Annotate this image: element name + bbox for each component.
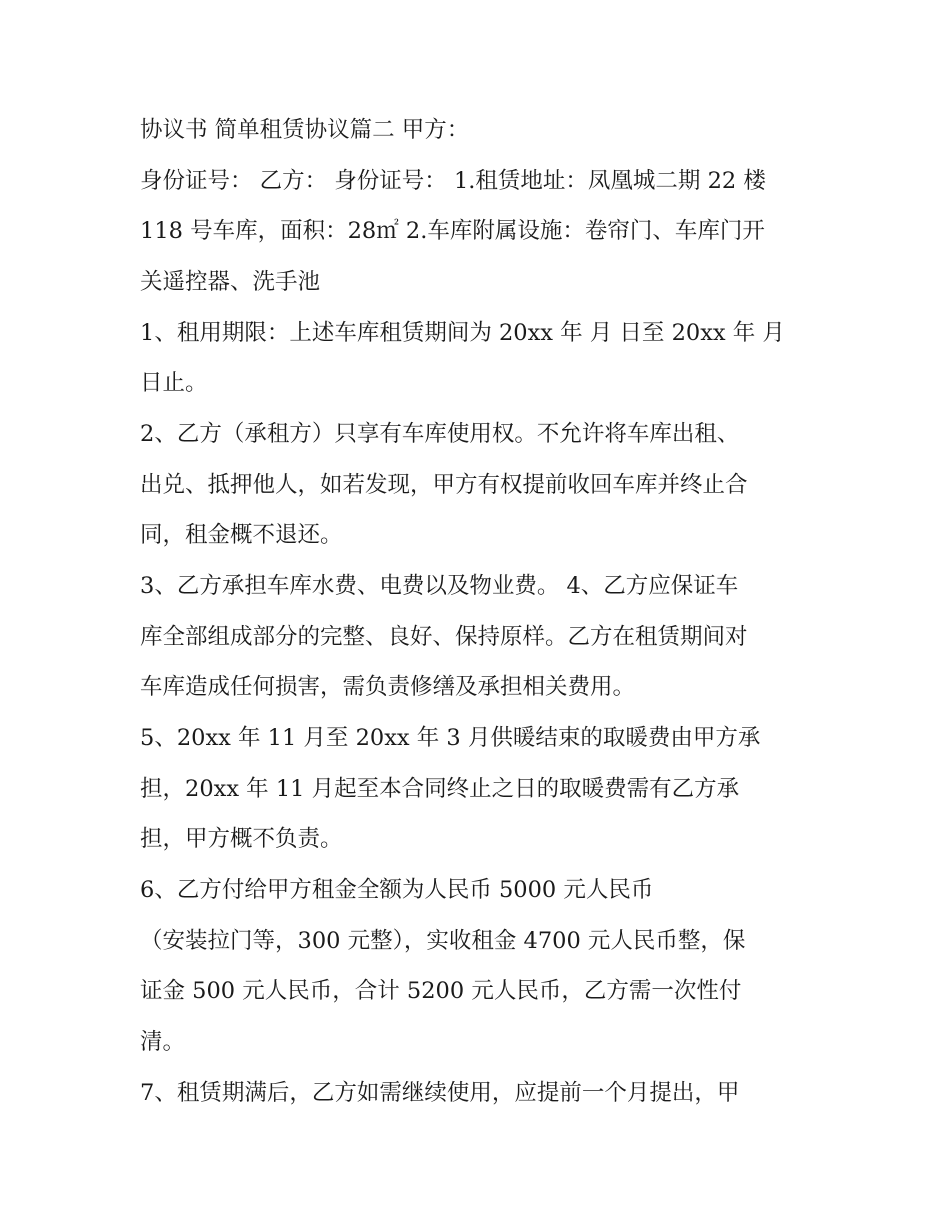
- text-line: 2、乙方（承租方）只享有车库使用权。不允许将车库出租、: [140, 421, 740, 447]
- text-line: 关遥控器、洗手池: [140, 269, 321, 295]
- text-line: 6、乙方付给甲方租金全额为人民币 5000 元人民币: [140, 877, 654, 903]
- text-line: 118 号车库，面积：28㎡ 2.车库附属设施：卷帘门、车库门开: [140, 218, 765, 244]
- text-line: 身份证号： 乙方： 身份证号： 1.租赁地址：凤凰城二期 22 楼: [140, 168, 766, 194]
- text-line: 库全部组成部分的完整、良好、保持原样。乙方在租赁期间对: [140, 624, 748, 650]
- text-line: 协议书 简单租赁协议篇二 甲方：: [140, 117, 470, 143]
- text-line: 5、20xx 年 11 月至 20xx 年 3 月供暖结束的取暖费由甲方承: [140, 725, 761, 751]
- text-line: 日止。: [140, 370, 208, 396]
- text-line: 1、租用期限：上述车库租赁期间为 20xx 年 月 日至 20xx 年 月: [140, 320, 785, 346]
- text-line: 担，甲方概不负责。: [140, 826, 343, 852]
- text-line: （安装拉门等，300 元整），实收租金 4700 元人民币整，保: [140, 928, 746, 954]
- text-line: 同，租金概不退还。: [140, 522, 343, 548]
- text-line: 3、乙方承担车库水费、电费以及物业费。 4、乙方应保证车: [140, 573, 739, 599]
- text-line: 7、租赁期满后，乙方如需继续使用，应提前一个月提出，甲: [140, 1080, 740, 1106]
- text-line: 担，20xx 年 11 月起至本合同终止之日的取暖费需有乙方承: [140, 776, 740, 802]
- text-line: 出兑、抵押他人，如若发现，甲方有权提前收回车库并终止合: [140, 472, 748, 498]
- text-line: 车库造成任何损害，需负责修缮及承担相关费用。: [140, 674, 636, 700]
- text-line: 证金 500 元人民币，合计 5200 元人民币，乙方需一次性付: [140, 978, 742, 1004]
- text-line: 清。: [140, 1029, 186, 1055]
